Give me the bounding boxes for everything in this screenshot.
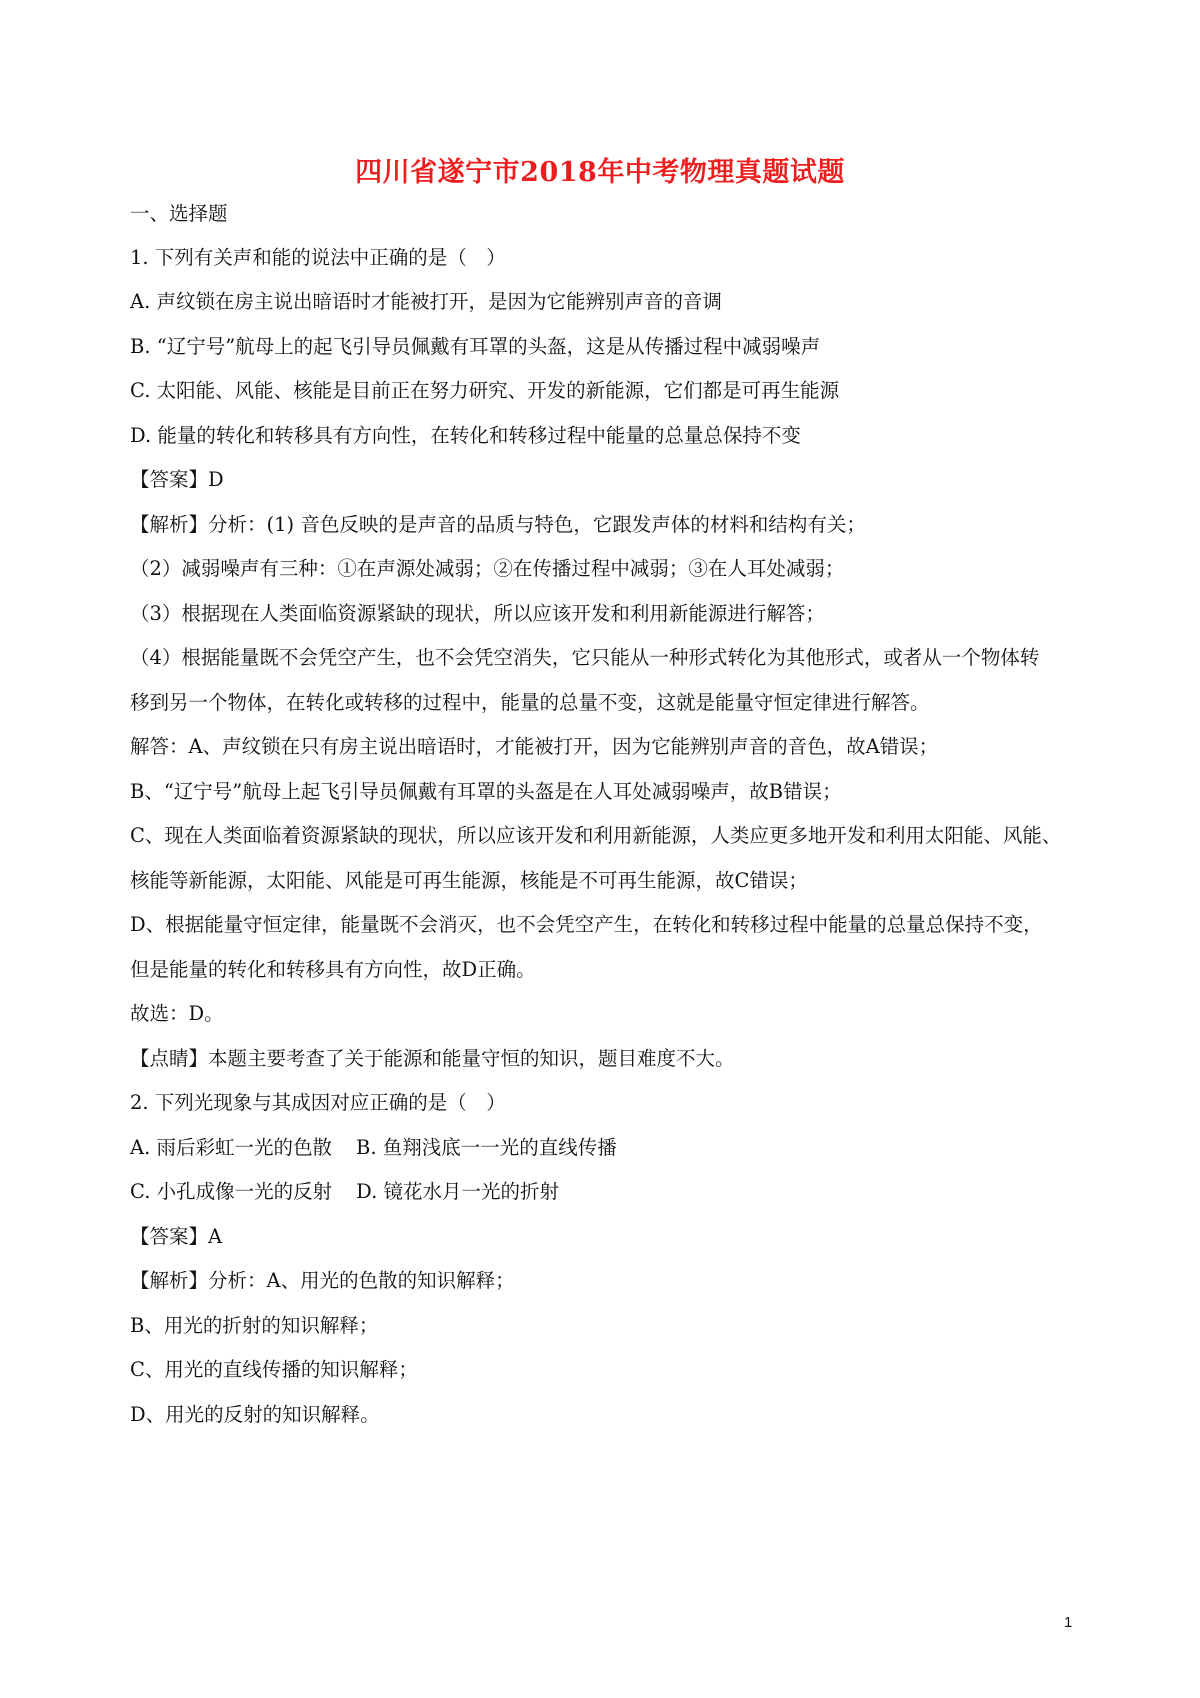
q1-analysis-line: C、现在人类面临着资源紧缺的现状，所以应该开发和利用新能源，人类应更多地开发和利用太阳能、风能、 <box>130 824 1062 847</box>
q1-analysis-line: 核能等新能源，太阳能、风能是可再生能源，核能是不可再生能源，故C错误； <box>130 869 808 892</box>
q1-analysis-line: （3）根据现在人类面临资源紧缺的现状，所以应该开发和利用新能源进行解答； <box>130 602 825 625</box>
q1-option-d: D. 能量的转化和转移具有方向性，在转化和转移过程中能量的总量总保持不变 <box>130 424 801 447</box>
q1-note: 【点睛】本题主要考查了关于能源和能量守恒的知识，题目难度不大。 <box>130 1047 735 1070</box>
q1-analysis-line: 移到另一个物体，在转化或转移的过程中，能量的总量不变，这就是能量守恒定律进行解答。 <box>130 691 930 714</box>
q1-analysis-line: （4）根据能量既不会凭空产生，也不会凭空消失，它只能从一种形式转化为其他形式，或者从一个物体转 <box>130 646 1040 669</box>
q2-option-a: A. 雨后彩虹一光的色散 <box>130 1136 332 1159</box>
q2-stem: 2. 下列光现象与其成因对应正确的是（ ） <box>130 1091 506 1114</box>
q2-analysis-line: C、用光的直线传播的知识解释； <box>130 1358 418 1381</box>
q1-analysis-line: B、“辽宁号”航母上起飞引导员佩戴有耳罩的头盔是在人耳处减弱噪声，故B错误； <box>130 780 842 803</box>
q1-option-b: B. “辽宁号”航母上的起飞引导员佩戴有耳罩的头盔，这是从传播过程中减弱噪声 <box>130 335 821 358</box>
q2-analysis-line: 【解析】分析：A、用光的色散的知识解释； <box>130 1269 515 1292</box>
q2-analysis-line: B、用光的折射的知识解释； <box>130 1314 379 1337</box>
q2-options-row-1 <box>130 1134 617 1162</box>
q1-answer: 【答案】D <box>130 468 224 491</box>
q2-answer: 【答案】A <box>130 1225 223 1248</box>
q2-options-row-2 <box>130 1178 559 1206</box>
q2-option-d: D. 镜花水月一光的折射 <box>356 1180 559 1203</box>
q1-option-c: C. 太阳能、风能、核能是目前正在努力研究、开发的新能源，它们都是可再生能源 <box>130 379 840 402</box>
section-heading: 一、选择题 <box>130 202 228 225</box>
q1-stem: 1. 下列有关声和能的说法中正确的是（ ） <box>130 246 506 269</box>
q1-analysis-line: （2）减弱噪声有三种：①在声源处减弱；②在传播过程中减弱；③在人耳处减弱； <box>130 557 845 580</box>
page-number: 1 <box>1064 1614 1073 1631</box>
page-title: 四川省遂宁市2018年中考物理真题试题 <box>355 157 845 188</box>
q1-analysis-line: 但是能量的转化和转移具有方向性，故D正确。 <box>130 958 536 981</box>
q2-analysis-line: D、用光的反射的知识解释。 <box>130 1403 380 1426</box>
q1-analysis-line: 【解析】分析：(1) 音色反映的是声音的品质与特色，它跟发声体的材料和结构有关； <box>130 513 866 536</box>
q1-option-a: A. 声纹锁在房主说出暗语时才能被打开，是因为它能辨别声音的音调 <box>130 290 722 313</box>
q2-option-b: B. 鱼翔浅底一一光的直线传播 <box>355 1136 617 1159</box>
q2-option-c: C. 小孔成像一光的反射 <box>130 1180 333 1203</box>
q1-analysis-line: D、根据能量守恒定律，能量既不会消灭，也不会凭空产生，在转化和转移过程中能量的总量总保持不变， <box>130 913 1043 936</box>
q1-analysis-line: 故选：D。 <box>130 1002 224 1025</box>
q1-analysis-line: 解答：A、声纹锁在只有房主说出暗语时，才能被打开，因为它能辨别声音的音色，故A错误； <box>130 735 939 758</box>
